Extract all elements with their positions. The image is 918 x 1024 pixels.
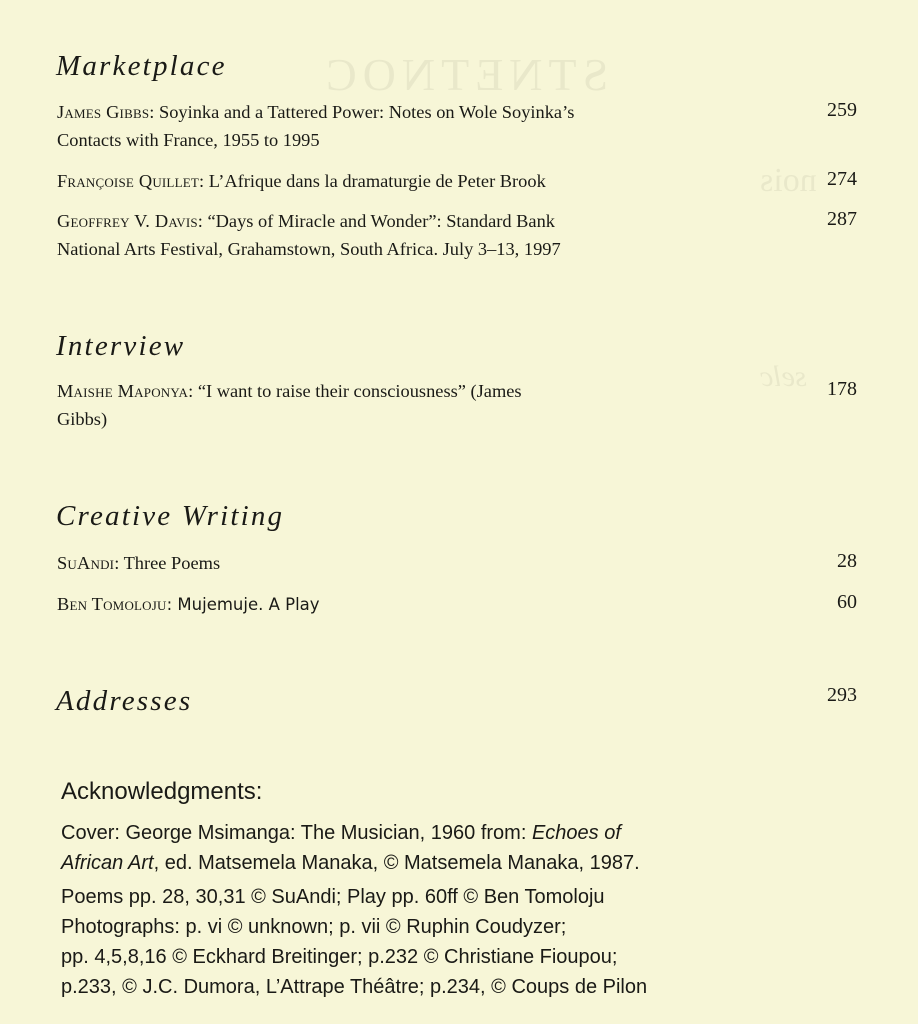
acknowledgments-text (61, 818, 881, 1002)
entry-page-number: 60 (837, 591, 857, 613)
section-title-creative-writing: Creative Writing (56, 500, 285, 532)
ack-photos-line: pp. 4,5,8,16 © Eckhard Breitinger; p.232 © Christiane Fioupou; (61, 946, 618, 968)
entry-title-continued: Contacts with France, 1955 to 1995 (57, 130, 320, 150)
ack-cover-book-title-continued: African Art (61, 852, 154, 874)
ack-photos-line: p.233, © J.C. Dumora, L’Attrape Théâtre; p.234, © Coups de Pilon (61, 976, 648, 998)
entry-title: : Soyinka and a Tattered Power: Notes on Wole Soyinka’s (149, 102, 575, 122)
entry-author: SuAndi (57, 553, 115, 573)
toc-entry-davis[interactable] (57, 207, 857, 263)
toc-entry-tomoloju[interactable] (57, 590, 857, 619)
toc-entry-suandi[interactable] (57, 549, 857, 577)
entry-title: : “Days of Miracle and Wonder”: Standard Bank (197, 211, 555, 231)
entry-title: : Three Poems (114, 553, 221, 573)
entry-page-number: 178 (827, 378, 857, 400)
entry-page-number: 274 (827, 168, 857, 190)
acknowledgments-heading: Acknowledgments: (61, 778, 263, 805)
entry-page-number: 293 (827, 684, 857, 706)
entry-author: Geoffrey V. Davis (57, 211, 198, 231)
section-title-interview: Interview (56, 330, 186, 362)
ack-cover-line: Cover: George Msimanga: The Musician, 1960 from: Echoes of (61, 822, 621, 844)
toc-entry-quillet[interactable] (57, 167, 857, 195)
entry-page-number: 28 (837, 550, 857, 572)
entry-author: James Gibbs (57, 102, 150, 122)
ack-poems-line: Poems pp. 28, 30,31 © SuAndi; Play pp. 60ff © Ben Tomoloju (61, 886, 605, 908)
entry-page-number: 259 (827, 99, 857, 121)
entry-title: : “I want to raise their consciousness” (James (188, 381, 522, 401)
section-title-addresses: Addresses (56, 685, 193, 717)
entry-page-number: 287 (827, 208, 857, 230)
entry-author: Françoise Quillet (57, 171, 199, 191)
entry-title-continued: Gibbs) (57, 409, 108, 429)
toc-entry-gibbs[interactable] (57, 98, 857, 154)
entry-title: : L’Afrique dans la dramaturgie de Peter Brook (199, 171, 546, 191)
entry-author: Maishe Maponya (57, 381, 189, 401)
entry-title: : Mujemuje. A Play (166, 595, 320, 614)
section-title-marketplace: Marketplace (56, 50, 227, 82)
entry-title-continued: National Arts Festival, Grahamstown, South Africa. July 3–13, 1997 (57, 239, 561, 259)
ack-photos-line: Photographs: p. vi © unknown; p. vii © Ruphin Coudyzer; (61, 916, 567, 938)
toc-entry-maponya[interactable] (57, 377, 857, 433)
ack-cover-line-continued: African Art, ed. Matsemela Manaka, © Matsemela Manaka, 1987. (61, 852, 640, 874)
ack-cover-book-title: Echoes of (531, 822, 621, 844)
entry-author: Ben Tomoloju (57, 594, 167, 614)
